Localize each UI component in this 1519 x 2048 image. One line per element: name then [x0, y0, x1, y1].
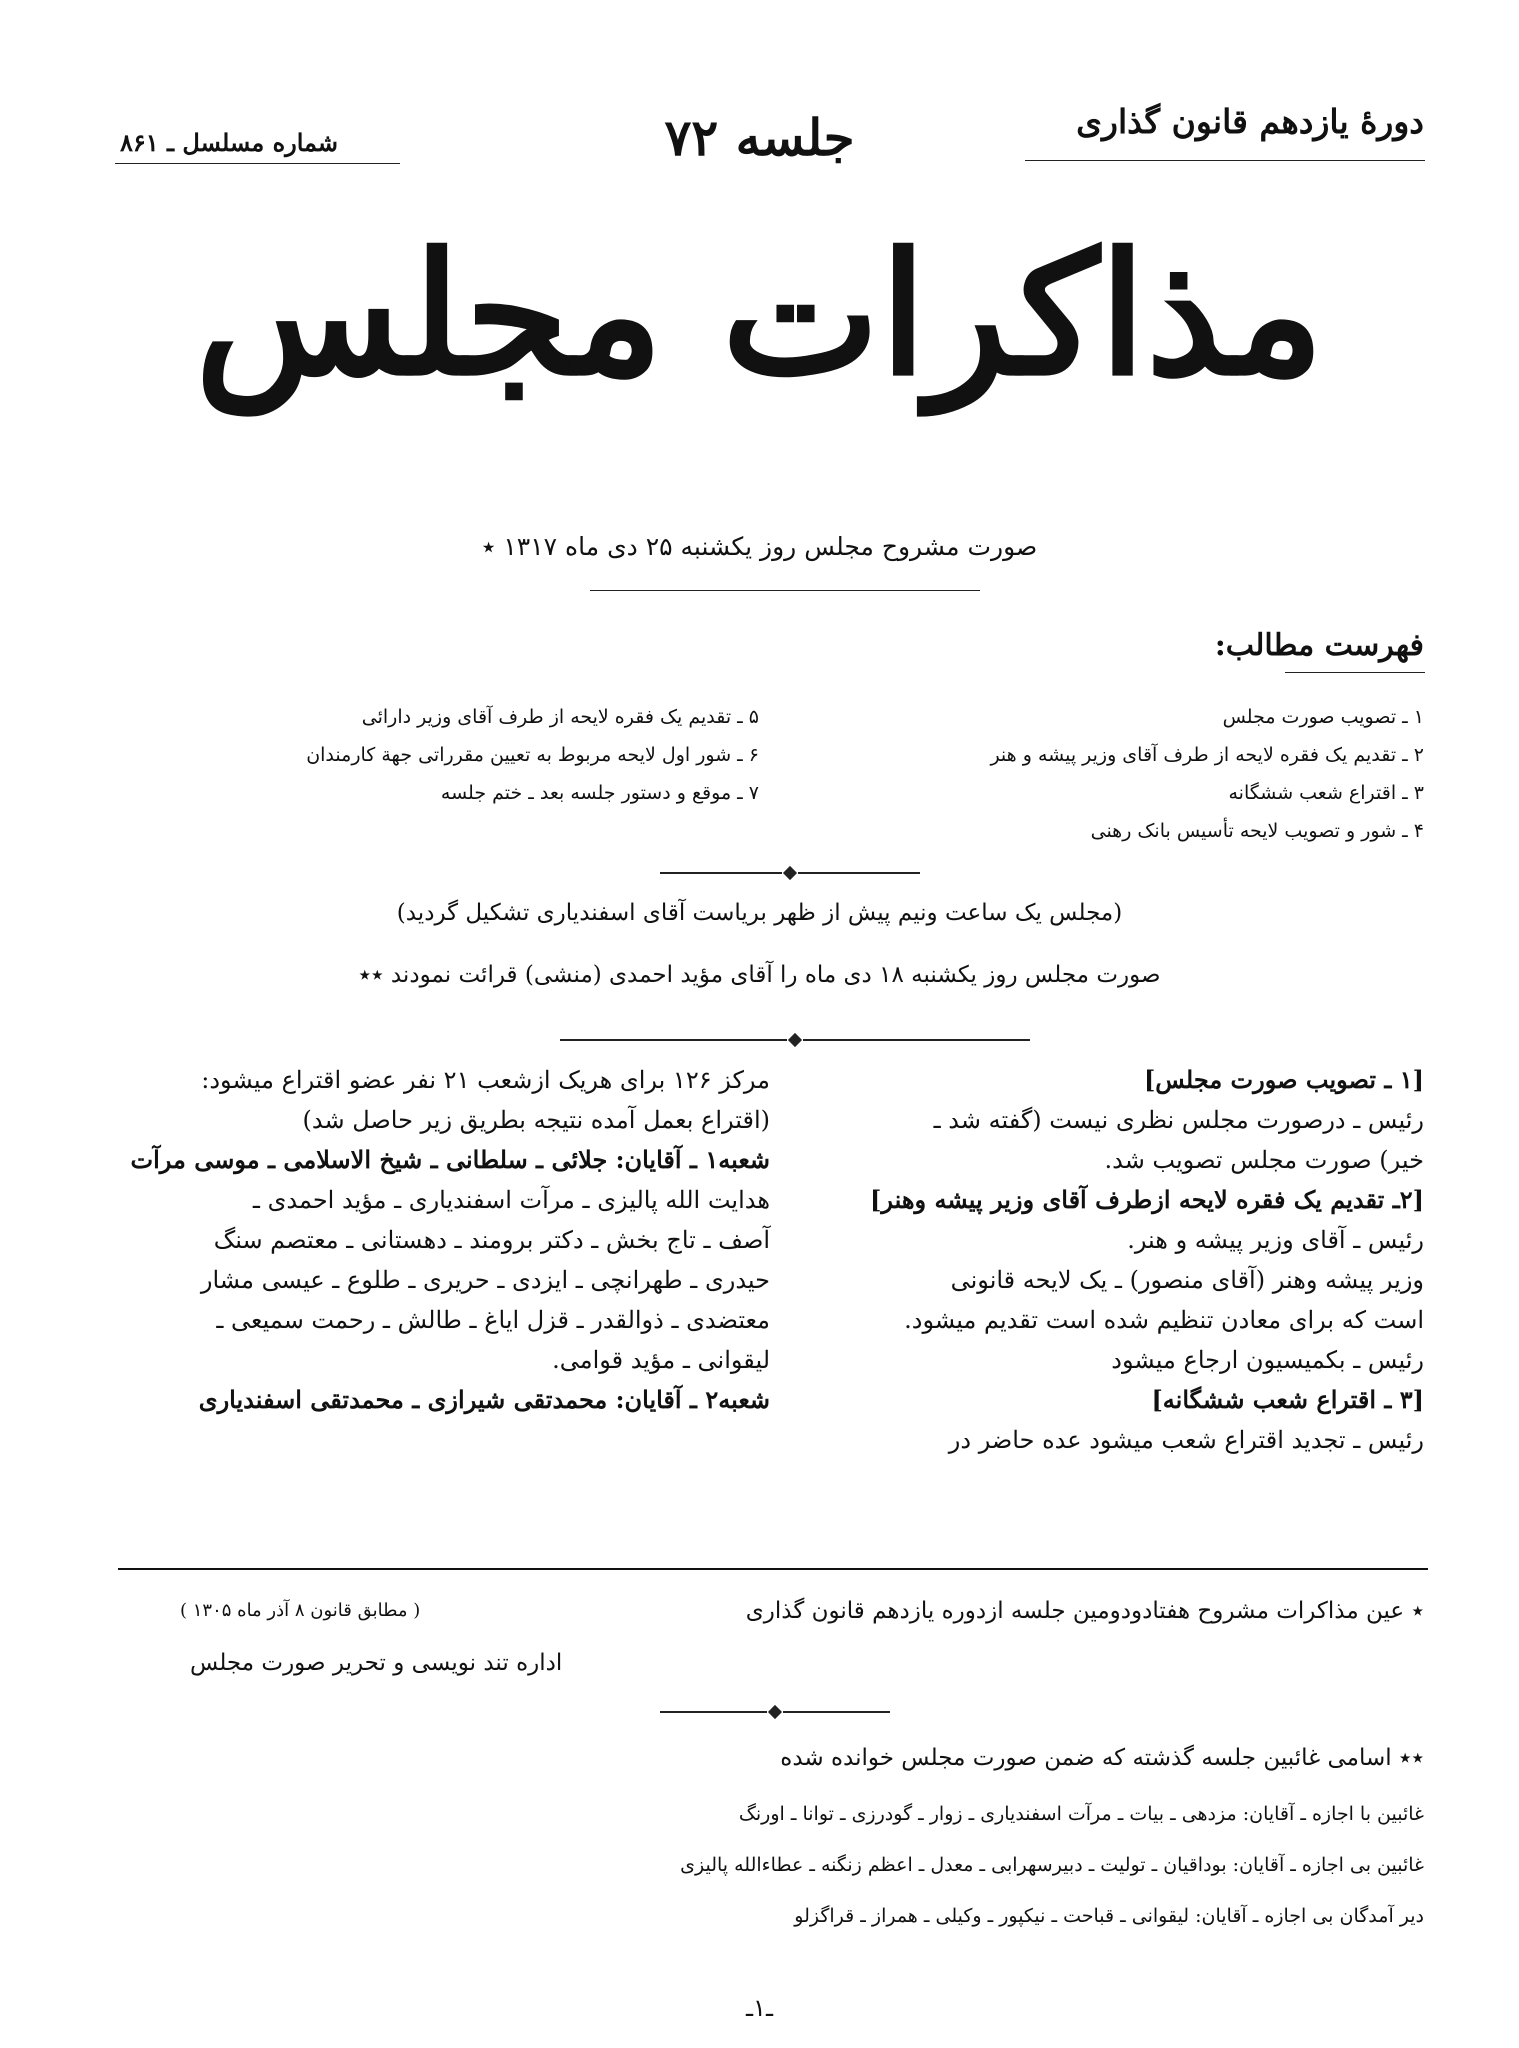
- body-line: رئیس ـ بکمیسیون ارجاع میشود: [1111, 1346, 1424, 1374]
- branch-line: شعبه۱ ـ آقایان: جلائی ـ سلطانی ـ شیخ الاسلامی ـ موسی مرآت: [130, 1145, 770, 1174]
- branch-line: شعبه۲ ـ آقایان: محمدتقی شیرازی ـ محمدتقی اسفندیاری: [198, 1385, 770, 1414]
- ornament-divider: [560, 1035, 1030, 1045]
- absentees-title: ٭٭ اسامی غائبین جلسه گذشته که ضمن صورت مجلس خوانده شده: [780, 1745, 1424, 1771]
- toc-item: ۶ ـ شور اول لایحه مربوط به تعیین مقرراتی جهة کارمندان: [306, 744, 759, 766]
- body-line: مرکز ۱۲۶ برای هریک ازشعب ۲۱ نفر عضو اقتراع میشود:: [201, 1066, 770, 1094]
- right-column: [784, 1060, 1424, 1460]
- toc-item: ۴ ـ شور و تصویب لایحه تأسیس بانک رهنی: [1090, 820, 1424, 842]
- legislative-period: دورهٔ یازدهم قانون گذاری: [1076, 102, 1424, 141]
- left-column: [110, 1060, 770, 1420]
- toc-title-underline: [1285, 672, 1425, 673]
- serial-number: شماره مسلسل ـ ۸۶۱: [120, 128, 339, 157]
- subtitle-underline: [590, 590, 980, 591]
- toc-item: ۵ ـ تقدیم یک فقره لایحه از طرف آقای وزیر دارائی: [361, 706, 759, 728]
- toc-item: ۳ ـ اقتراع شعب ششگانه: [1228, 782, 1424, 804]
- body-line: معتضدی ـ ذوالقدر ـ قزل ایاغ ـ طالش ـ رحمت سمیعی ـ: [216, 1306, 770, 1334]
- toc-item: ۲ ـ تقدیم یک فقره لایحه از طرف آقای وزیر پیشه و هنر: [990, 744, 1424, 766]
- section-heading: [۱ ـ تصویب صورت مجلس]: [1143, 1065, 1424, 1094]
- footer-rule: [118, 1568, 1428, 1570]
- body-line: آصف ـ تاج بخش ـ دکتر برومند ـ دهستانی ـ معتصم سنگ: [213, 1226, 770, 1254]
- masthead-title: مذاکرات مجلس: [194, 215, 1325, 413]
- body-line: هدایت الله پالیزی ـ مرآت اسفندیاری ـ مؤید احمدی ـ: [252, 1186, 770, 1214]
- section-heading: [۲ـ تقدیم یک فقره لایحه ازطرف آقای وزیر پیشه وهنر]: [870, 1185, 1424, 1214]
- body-line: وزیر پیشه وهنر (آقای منصور) ـ یک لایحه قانونی: [950, 1266, 1424, 1294]
- opening-notice: (مجلس یک ساعت ونیم پیش از ظهر بریاست آقای اسفندیاری تشکیل گردید): [396, 900, 1123, 926]
- body-line: (اقتراع بعمل آمده نتیجه بطریق زیر حاصل شد): [302, 1106, 770, 1134]
- minutes-notice: صورت مجلس روز یکشنبه ۱۸ دی ماه را آقای مؤید احمدی (منشی) قرائت نمودند ٭٭: [358, 962, 1161, 988]
- footnote-law-reference: ( مطابق قانون ۸ آذر ماه ۱۳۰۵ ): [180, 1600, 421, 1621]
- body-line: رئیس ـ آقای وزیر پیشه و هنر.: [1127, 1226, 1424, 1254]
- absentees-line: دیر آمدگان بی اجازه ـ آقایان: لیقوانی ـ قباحت ـ نیکپور ـ وکیلی ـ همراز ـ قراگزلو: [794, 1905, 1424, 1927]
- body-line: خیر) صورت مجلس تصویب شد.: [1104, 1146, 1424, 1174]
- stenography-office: اداره تند نویسی و تحریر صورت مجلس: [190, 1650, 563, 1676]
- absentees-line: غائبین با اجازه ـ آقایان: مزدهی ـ بیات ـ مرآت اسفندیاری ـ زوار ـ گودرزی ـ توانا ـ اورنگ: [738, 1803, 1424, 1825]
- session-subtitle: صورت مشروح مجلس روز یکشنبه ۲۵ دی ماه ۱۳۱۷ ٭: [481, 532, 1038, 561]
- body-line: رئیس ـ تجدید اقتراع شعب میشود عده حاضر در: [948, 1426, 1424, 1454]
- ornament-divider: [660, 868, 920, 878]
- absentees-line: غائبین بی اجازه ـ آقایان: بوداقیان ـ تولیت ـ دبیرسهرابی ـ معدل ـ اعظم زنگنه ـ عطاءالله پالیزی: [680, 1854, 1424, 1876]
- toc-item: ۱ ـ تصویب صورت مجلس: [1222, 706, 1424, 728]
- toc-item: ۷ ـ موقع و دستور جلسه بعد ـ ختم جلسه: [440, 782, 759, 804]
- body-line: رئیس ـ درصورت مجلس نظری نیست (گفته شد ـ: [933, 1106, 1424, 1134]
- session-number: جلسه ۷۲: [664, 108, 855, 167]
- body-line: حیدری ـ طهرانچی ـ ایزدی ـ حریری ـ طلوع ـ عیسی مشار: [200, 1266, 770, 1294]
- toc-title: فهرست مطالب:: [1214, 628, 1424, 663]
- footnote: ٭ عین مذاکرات مشروح هفتادودومین جلسه ازدوره یازدهم قانون گذاری: [745, 1598, 1424, 1624]
- body-line: است که برای معادن تنظیم شده است تقدیم میشود.: [904, 1306, 1424, 1334]
- body-line: لیقوانی ـ مؤید قوامی.: [552, 1346, 770, 1374]
- ornament-divider: [660, 1707, 890, 1717]
- serial-underline: [115, 163, 400, 164]
- page-number: ـ۱ـ: [746, 1994, 773, 2022]
- section-heading: [۳ ـ اقتراع شعب ششگانه]: [1151, 1385, 1424, 1414]
